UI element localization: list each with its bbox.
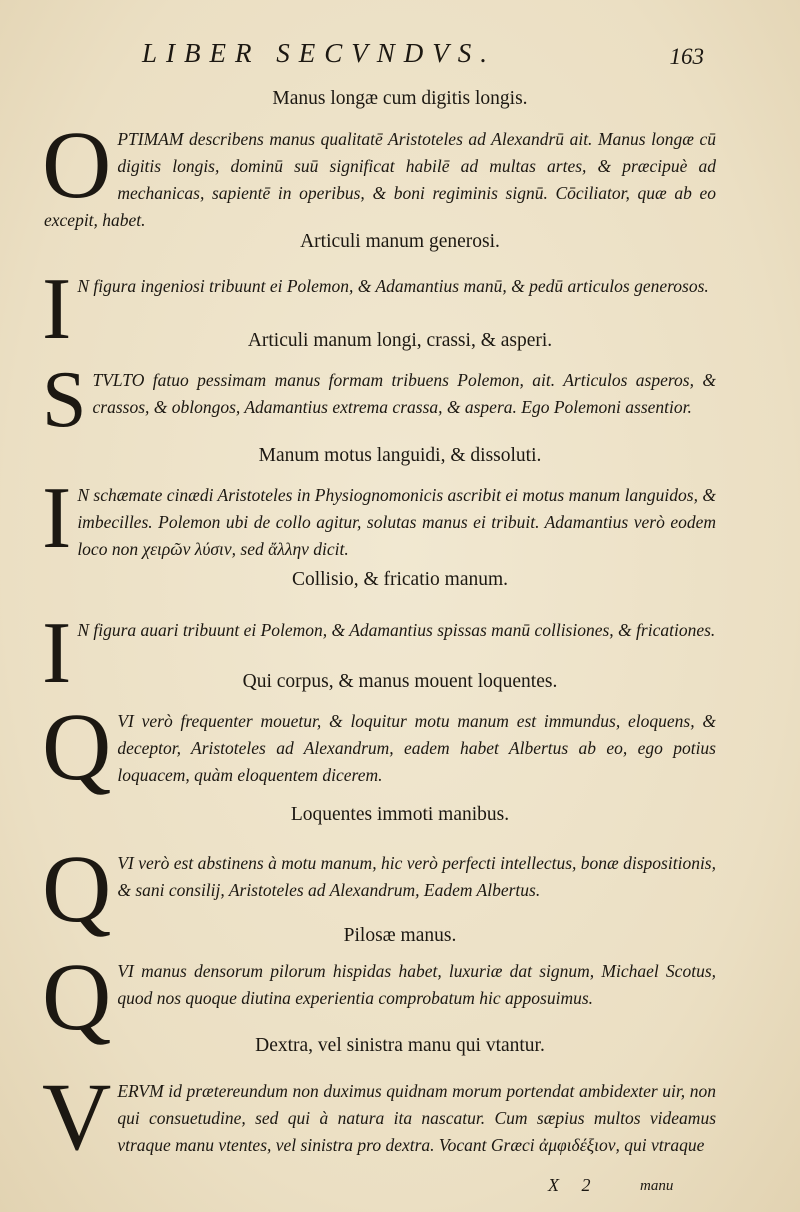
- drop-capital: I: [42, 470, 72, 567]
- paragraph-text: N figura auari tribuunt ei Polemon, & Adamantius spissas manū collisiones, & fricationes.: [77, 620, 716, 640]
- section-paragraph: [42, 470, 716, 567]
- section-paragraph: [42, 356, 716, 444]
- paragraph-text: N schæmate cinædi Aristoteles in Physiognomonicis ascribit ei motus manum languidos, & imbecilles. Polemon ubi de collo agitur, solutas manus ei tribuit. Adamantius verò eodem loco non χειρῶν λύσιν, sed ἄλλην dicit.: [77, 485, 716, 559]
- section-heading: Dextra, vel sinistra manu qui vtantur.: [255, 1035, 545, 1056]
- drop-capital: Q: [42, 943, 112, 1050]
- paragraph-text: ERVM id prætereundum non duximus quidnam morum portendat ambidexter uir, non qui consuetudine, sed qui à natura ita nascatur. Cum sæpius multos videamus vtraque manu vtentes, vel sinistra pro dextra. Vocant Græci ἀμφιδέξιον, qui vtraque: [117, 1081, 716, 1155]
- section-heading: Articuli manum longi, crassi, & asperi.: [247, 330, 553, 351]
- section-heading: Pilosæ manus.: [343, 925, 457, 946]
- section-heading: Manus longæ cum digitis longis.: [272, 88, 528, 109]
- drop-capital: I: [42, 261, 72, 358]
- drop-capital: Q: [42, 693, 112, 800]
- paragraph-text: VI verò est abstinens à motu manum, hic verò perfecti intellectus, bonæ dispositionis, & sani consilij, Aristoteles ad Alexandrum, Eadem Albertus.: [117, 853, 716, 900]
- section-heading: Manum motus languidi, & dissoluti.: [258, 445, 542, 466]
- section-paragraph: [42, 1063, 716, 1170]
- drop-capital: Q: [42, 835, 112, 942]
- section-heading: Qui corpus, & manus mouent loquentes.: [242, 671, 558, 692]
- section-paragraph: [42, 111, 716, 234]
- drop-capital: S: [42, 356, 87, 444]
- gathering-signature: X 2: [548, 1175, 591, 1195]
- running-title: LIBER SECVNDVS.: [142, 38, 496, 68]
- catchword: manu: [640, 1178, 674, 1194]
- section-paragraph: [42, 693, 716, 800]
- paragraph-text: TVLTO fatuo pessimam manus formam tribuens Polemon, ait. Articulos asperos, & crassos, & oblongos, Adamantius extrema crassa, & aspera. Ego Polemoni assentior.: [92, 370, 716, 417]
- paragraph-text: VI verò frequenter mouetur, & loquitur motu manum est immundus, eloquens, & deceptor, Aristoteles ad Alexandrum, eadem habet Albertus ab eo, ego potius loquacem, quàm eloquentem dicerem.: [117, 711, 716, 785]
- section-heading: Loquentes immoti manibus.: [290, 804, 510, 825]
- section-heading: Articuli manum generosi.: [300, 231, 500, 252]
- paragraph-text: PTIMAM describens manus qualitatē Aristoteles ad Alexandrū ait. Manus longæ cū digitis longis, dominū suū significat habilē ad multas artes, & præcipuè ad mechanicas, sapientē in operibus, & boni regiminis signū. Cōciliator, quæ ab eo excepit, habet.: [44, 129, 716, 230]
- paragraph-text: N figura ingeniosi tribuunt ei Polemon, & Adamantius manū, & pedū articulos generosos.: [77, 276, 709, 296]
- drop-capital: O: [42, 111, 112, 218]
- drop-capital: I: [42, 605, 72, 702]
- section-heading: Collisio, & fricatio manum.: [291, 569, 509, 590]
- paragraph-text: VI manus densorum pilorum hispidas habet, luxuriæ dat signum, Michael Scotus, quod nos quoque diutina experientia comprobatum hic apposuimus.: [117, 961, 716, 1008]
- page-number: 163: [669, 44, 704, 69]
- drop-capital: V: [42, 1063, 112, 1170]
